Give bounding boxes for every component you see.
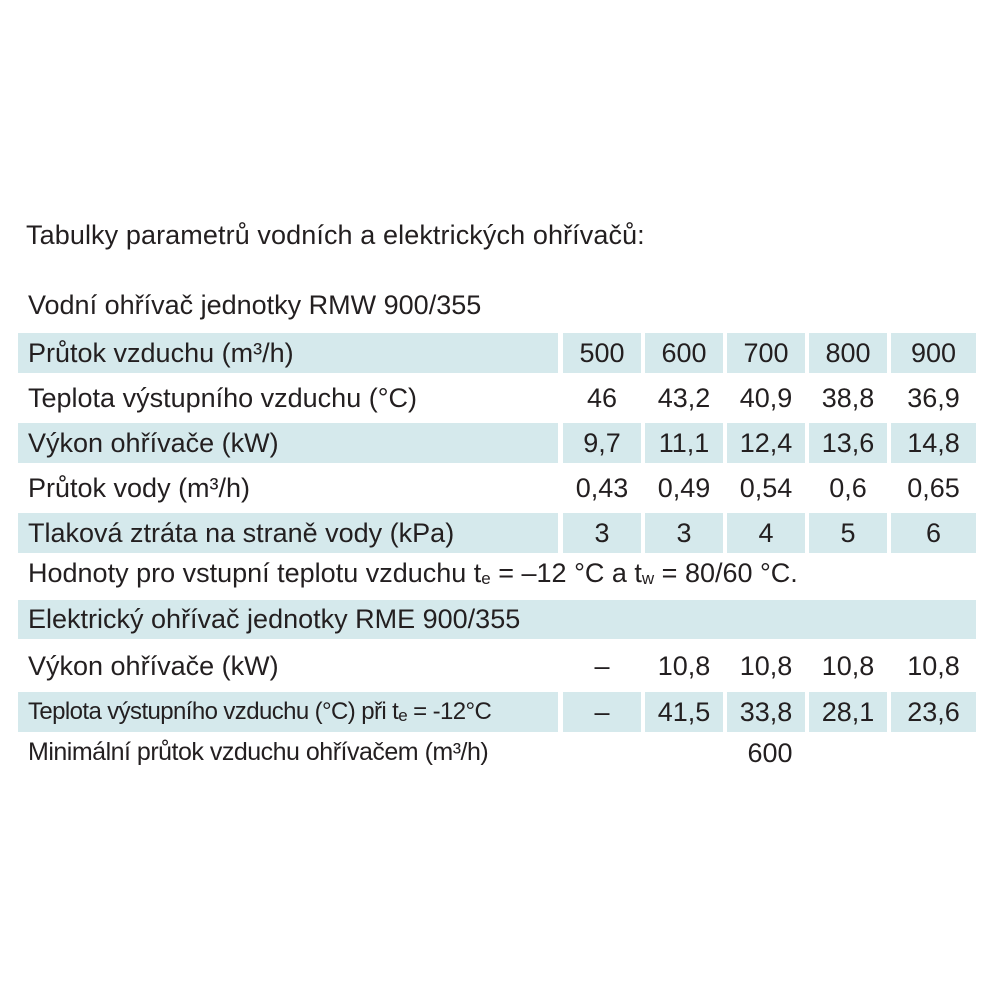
table-cell: 9,7	[563, 423, 641, 463]
note-prefix: Hodnoty pro vstupní teplotu vzduchu t	[28, 558, 482, 588]
table-cell: 10,8	[657, 651, 711, 681]
page-title: Tabulky parametrů vodních a elektrických ohřívačů:	[26, 220, 645, 250]
table-cell: 0,43	[575, 473, 629, 503]
conditions-note	[28, 558, 798, 589]
note-subscript-e: e	[481, 569, 491, 588]
row-label-heater-power: Výkon ohřívače (kW)	[18, 423, 558, 463]
table-cell: 0,65	[907, 473, 960, 503]
table-cell: 600	[645, 333, 723, 373]
table-cell: 12,4	[727, 423, 805, 463]
note-middle: = –12 °C a t	[490, 558, 642, 588]
table-cell: 800	[809, 333, 887, 373]
row-label-pressure-loss: Tlaková ztráta na straně vody (kPa)	[18, 513, 558, 553]
table-cell: 6	[891, 513, 976, 553]
table-cell: 13,6	[809, 423, 887, 463]
label-suffix: = -12°C	[407, 698, 492, 725]
row-label-outlet-temperature	[18, 692, 558, 732]
table-cell: 23,6	[891, 692, 976, 732]
label-prefix: Teplota výstupního vzduchu (°C) při t	[28, 698, 399, 725]
table-cell: 4	[727, 513, 805, 553]
table-cell: 10,8	[821, 651, 875, 681]
table-cell: 11,1	[645, 423, 723, 463]
table-cell: 14,8	[891, 423, 976, 463]
table-cell: 900	[891, 333, 976, 373]
electric-heater-heading: Elektrický ohřívač jednotky RME 900/355	[18, 600, 976, 639]
table-cell: 10,8	[739, 651, 793, 681]
table-cell: 5	[809, 513, 887, 553]
row-label-air-flow: Průtok vzduchu (m³/h)	[18, 333, 558, 373]
table-cell: 3	[563, 513, 641, 553]
table-cell: 38,8	[821, 383, 875, 413]
table-cell: 3	[645, 513, 723, 553]
label-subscript-e: e	[398, 706, 408, 725]
table-cell: 0,6	[829, 473, 867, 503]
table-row	[18, 423, 976, 463]
table-cell: 0,54	[739, 473, 793, 503]
row-label-water-flow: Průtok vody (m³/h)	[28, 473, 251, 503]
table-cell: 700	[727, 333, 805, 373]
table-cell: 46	[586, 383, 618, 413]
row-label-outlet-temperature: Teplota výstupního vzduchu (°C)	[28, 383, 417, 413]
note-subscript-w: w	[641, 569, 655, 588]
table-cell: 40,9	[739, 383, 793, 413]
table-cell: 10,8	[907, 651, 960, 681]
table-row	[18, 692, 976, 732]
table-cell: 41,5	[645, 692, 723, 732]
table-cell: 43,2	[657, 383, 711, 413]
min-air-flow-value: 600	[747, 738, 793, 768]
table-row	[18, 513, 976, 553]
note-suffix: = 80/60 °C.	[654, 558, 798, 588]
table-cell: 33,8	[727, 692, 805, 732]
table-cell: –	[563, 692, 641, 732]
table-row	[18, 333, 976, 373]
table-cell: 500	[563, 333, 641, 373]
table-cell: 0,49	[657, 473, 711, 503]
table-cell: 28,1	[809, 692, 887, 732]
table-row	[18, 378, 976, 418]
table-cell: 36,9	[907, 383, 960, 413]
table-row	[18, 468, 976, 508]
row-label-heater-power: Výkon ohřívače (kW)	[28, 651, 279, 681]
table-row	[18, 646, 976, 686]
water-heater-heading: Vodní ohřívač jednotky RMW 900/355	[28, 290, 482, 320]
table-cell: –	[594, 651, 610, 681]
min-air-flow-label: Minimální průtok vzduchu ohřívačem (m³/h)	[28, 738, 489, 766]
